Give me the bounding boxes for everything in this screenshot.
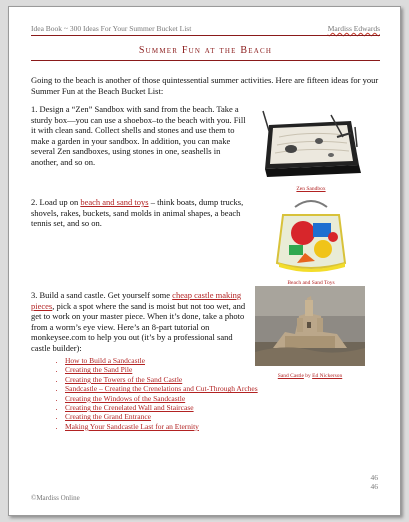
beach-toys-caption: Beach and Sand Toys	[287, 280, 335, 286]
idea-item-3: 3. Build a sand castle. Get yourself some cheap castle making pieces, pick a spot where the sand is moist but not too wet, and get to work on your master piece. When it’s done, take a photo from a worm’s eye view. Here’s an 8-part tutorial on monkeysee.com to help you out (it’s by a professional sand castle builder):	[31, 290, 246, 353]
section-title: Summer Fun at the Beach	[138, 45, 273, 56]
list-item[interactable]: • Creating the Crenelated Wall and Staircase	[65, 403, 265, 412]
page-header	[31, 20, 380, 34]
title-rule	[31, 60, 380, 61]
idea-item-2: 2. Load up on beach and sand toys – think boats, dump trucks, shovels, rakes, buckets, sand molds in animal shapes, a beach tennis set, and so on.	[31, 197, 244, 228]
beach-toys-image	[267, 197, 355, 273]
beach-toys-figure	[267, 197, 355, 286]
page-footer: ©Mardiss Online	[31, 494, 80, 502]
list-item[interactable]: • Creating the Towers of the Sand Castle	[65, 375, 265, 384]
list-item[interactable]: • Creating the Grand Entrance	[65, 412, 265, 421]
castle-pieces-link[interactable]: cheap castle making pieces	[31, 290, 242, 311]
zen-sandbox-figure	[259, 107, 363, 192]
header-rule	[31, 35, 380, 36]
list-item[interactable]: • How to Build a Sandcastle	[65, 356, 265, 365]
sand-castle-caption: Sand Castle by Ed Nickerson	[277, 373, 343, 379]
sand-castle-link[interactable]: Sand Castle	[277, 373, 304, 379]
tutorial-list	[53, 356, 265, 431]
document-page	[8, 6, 401, 516]
idea-item-1: 1. Design a “Zen” Sandbox with sand from the beach. Take a sturdy box—you can use a shoebox–to the beach with you. Fill it with clean sand. Collect shells and stones and use them to make a garden in your sandbox. In addition, you can make several Zen sandboxes, using stones in one, seashells in another, and so on.	[31, 104, 246, 167]
list-item[interactable]: • Making Your Sandcastle Last for an Eternity	[65, 422, 265, 431]
zen-sandbox-image	[259, 107, 363, 179]
beach-toys-link[interactable]: beach and sand toys	[80, 197, 149, 207]
sand-castle-image	[255, 286, 365, 366]
sand-castle-figure	[255, 286, 365, 379]
list-item[interactable]: • Sandcastle – Creating the Crenelations and Cut-Through Arches	[65, 384, 265, 393]
zen-sandbox-caption[interactable]: Zen Sandbox	[296, 186, 326, 192]
list-item[interactable]: • Creating the Sand Pile	[65, 365, 265, 374]
intro-paragraph: Going to the beach is another of those quintessential summer activities. Here are fifteen ideas for your Summer Fun at the Beach Bucket List:	[31, 75, 379, 96]
list-item[interactable]: • Creating the Windows of the Sandcastle	[65, 394, 265, 403]
header-book-title: Idea Book ~ 300 Ideas For Your Summer Bucket List	[31, 24, 192, 33]
page-number: 46 46	[370, 473, 378, 491]
header-author: Mardiss Edwards	[327, 24, 380, 33]
photographer-link[interactable]: Ed Nickerson	[312, 373, 343, 379]
